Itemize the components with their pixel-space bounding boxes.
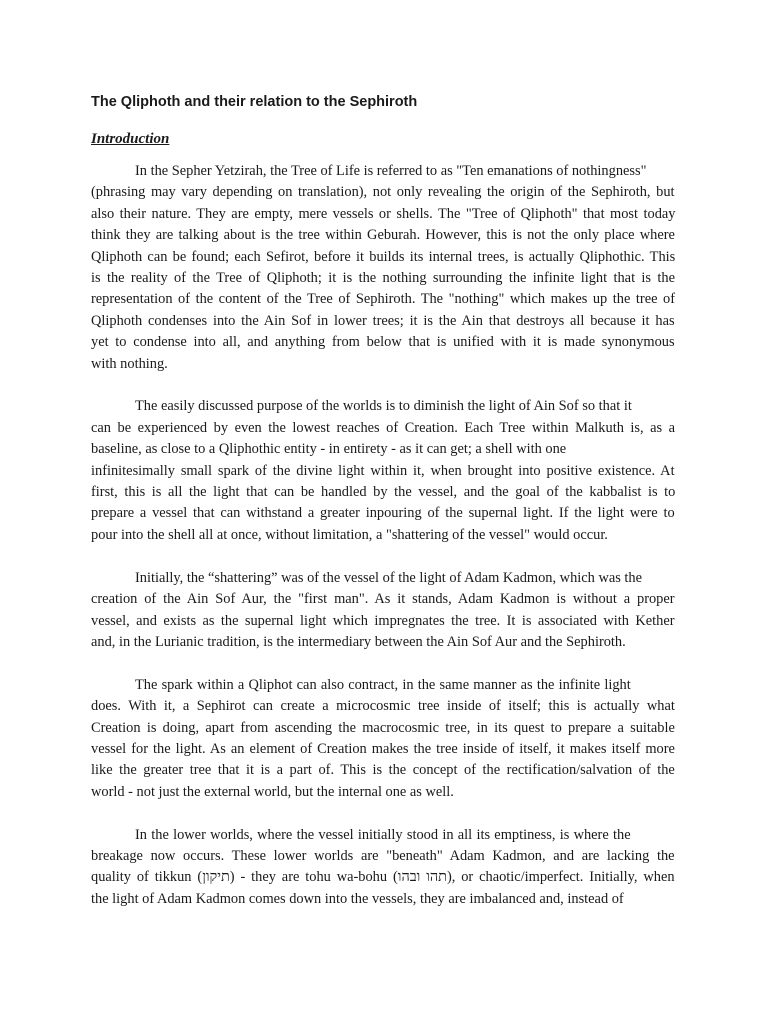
paragraph-line: creation of the Ain Sof Aur, the "first man". As it stands, Adam Kadmon is without a proper <box>91 591 675 608</box>
paragraph-line: infinitesimally small spark of the divine light within it, when brought into positive existence. At <box>91 462 675 479</box>
paragraph-line: Initially, the “shattering” was of the vessel of the light of Adam Kadmon, which was the <box>135 569 643 586</box>
paragraph <box>91 825 675 911</box>
paragraph-line: with nothing. <box>91 355 168 372</box>
document-title: The Qliphoth and their relation to the Sephiroth <box>91 94 418 110</box>
paragraph-line: The easily discussed purpose of the worlds is to diminish the light of Ain Sof so that it <box>135 398 632 415</box>
paragraph-line: The spark within a Qliphot can also contract, in the same manner as the infinite light <box>135 676 631 693</box>
paragraph-line: think they are talking about is the tree within Geburah. However, this is not the only place where <box>91 227 675 244</box>
paragraph-line: is the reality of the Tree of Qliphoth; it is the nothing surrounding the infinite light that is the <box>91 270 675 287</box>
document-body <box>91 161 675 910</box>
paragraph-line: the light of Adam Kadmon comes down into the vessels, they are imbalanced and, instead of <box>91 890 624 907</box>
paragraph-line: vessel, and exists as the supernal light which impregnates the tree. It is associated with Kether <box>91 612 675 629</box>
paragraph-line: Creation is doing, apart from ascending the macrocosmic tree, in its quest to prepare a suitable <box>91 719 675 736</box>
paragraph <box>91 675 675 803</box>
paragraph-line: breakage now occurs. These lower worlds are "beneath" Adam Kadmon, and are lacking the <box>91 847 675 864</box>
paragraph-line: yet to condense into all, and anything from below that is unified with it is made synonymous <box>91 334 675 351</box>
paragraph-line: quality of tikkun (תיקון) - they are tohu wa-bohu (תהו ובהו), or chaotic/imperfect. Initially, when <box>91 869 675 886</box>
section-heading-introduction: Introduction <box>91 131 170 147</box>
document-page <box>91 92 675 932</box>
paragraph-line: Qliphoth condenses into the Ain Sof in lower trees; it is the Ain that destroys all because it has <box>91 312 675 329</box>
paragraph-line: first, this is all the light that can be handled by the vessel, and the goal of the kabbalist is to <box>91 484 676 501</box>
paragraph-line: can be experienced by even the lowest reaches of Creation. Each Tree within Malkuth is, as a <box>91 419 676 436</box>
paragraph <box>91 568 675 654</box>
paragraph-line: does. With it, a Sephirot can create a microcosmic tree inside of itself; this is actually what <box>91 698 675 715</box>
paragraph-line: like the greater tree that it is a part of. This is the concept of the rectification/salvation of the <box>91 762 675 779</box>
paragraph <box>91 396 675 546</box>
paragraph-line: world - not just the external world, but the internal one as well. <box>91 783 454 800</box>
paragraph-line: In the lower worlds, where the vessel initially stood in all its emptiness, is where the <box>135 826 631 843</box>
paragraph-line: Qliphoth can be found; each Sefirot, before it builds its internal trees, is actually Qliphothic. This <box>91 248 676 265</box>
paragraph-line: and, in the Lurianic tradition, is the intermediary between the Ain Sof Aur and the Sephiroth. <box>91 633 626 650</box>
paragraph-line: representation of the content of the Tree of Sephiroth. The "nothing" which makes up the tree of <box>91 291 675 308</box>
paragraph-line: vessel for the light. As an element of Creation makes the tree inside of itself, it makes itself more <box>91 740 675 757</box>
paragraph-line: baseline, as close to a Qliphothic entity - in entirety - as it can get; a shell with one <box>91 441 567 458</box>
paragraph-line: pour into the shell all at once, without limitation, a "shattering of the vessel" would occur. <box>91 526 608 543</box>
paragraph-line: also their nature. They are empty, mere vessels or shells. The "Tree of Qliphoth" that most today <box>91 205 676 222</box>
paragraph-line: (phrasing may vary depending on translation), not only revealing the origin of the Sephiroth, but <box>91 184 675 201</box>
paragraph-line: prepare a vessel that can withstand a greater inpouring of the supernal light. If the light were to <box>91 505 675 522</box>
paragraph-line: In the Sepher Yetzirah, the Tree of Life is referred to as "Ten emanations of nothingness" <box>135 163 647 179</box>
paragraph <box>91 161 675 375</box>
